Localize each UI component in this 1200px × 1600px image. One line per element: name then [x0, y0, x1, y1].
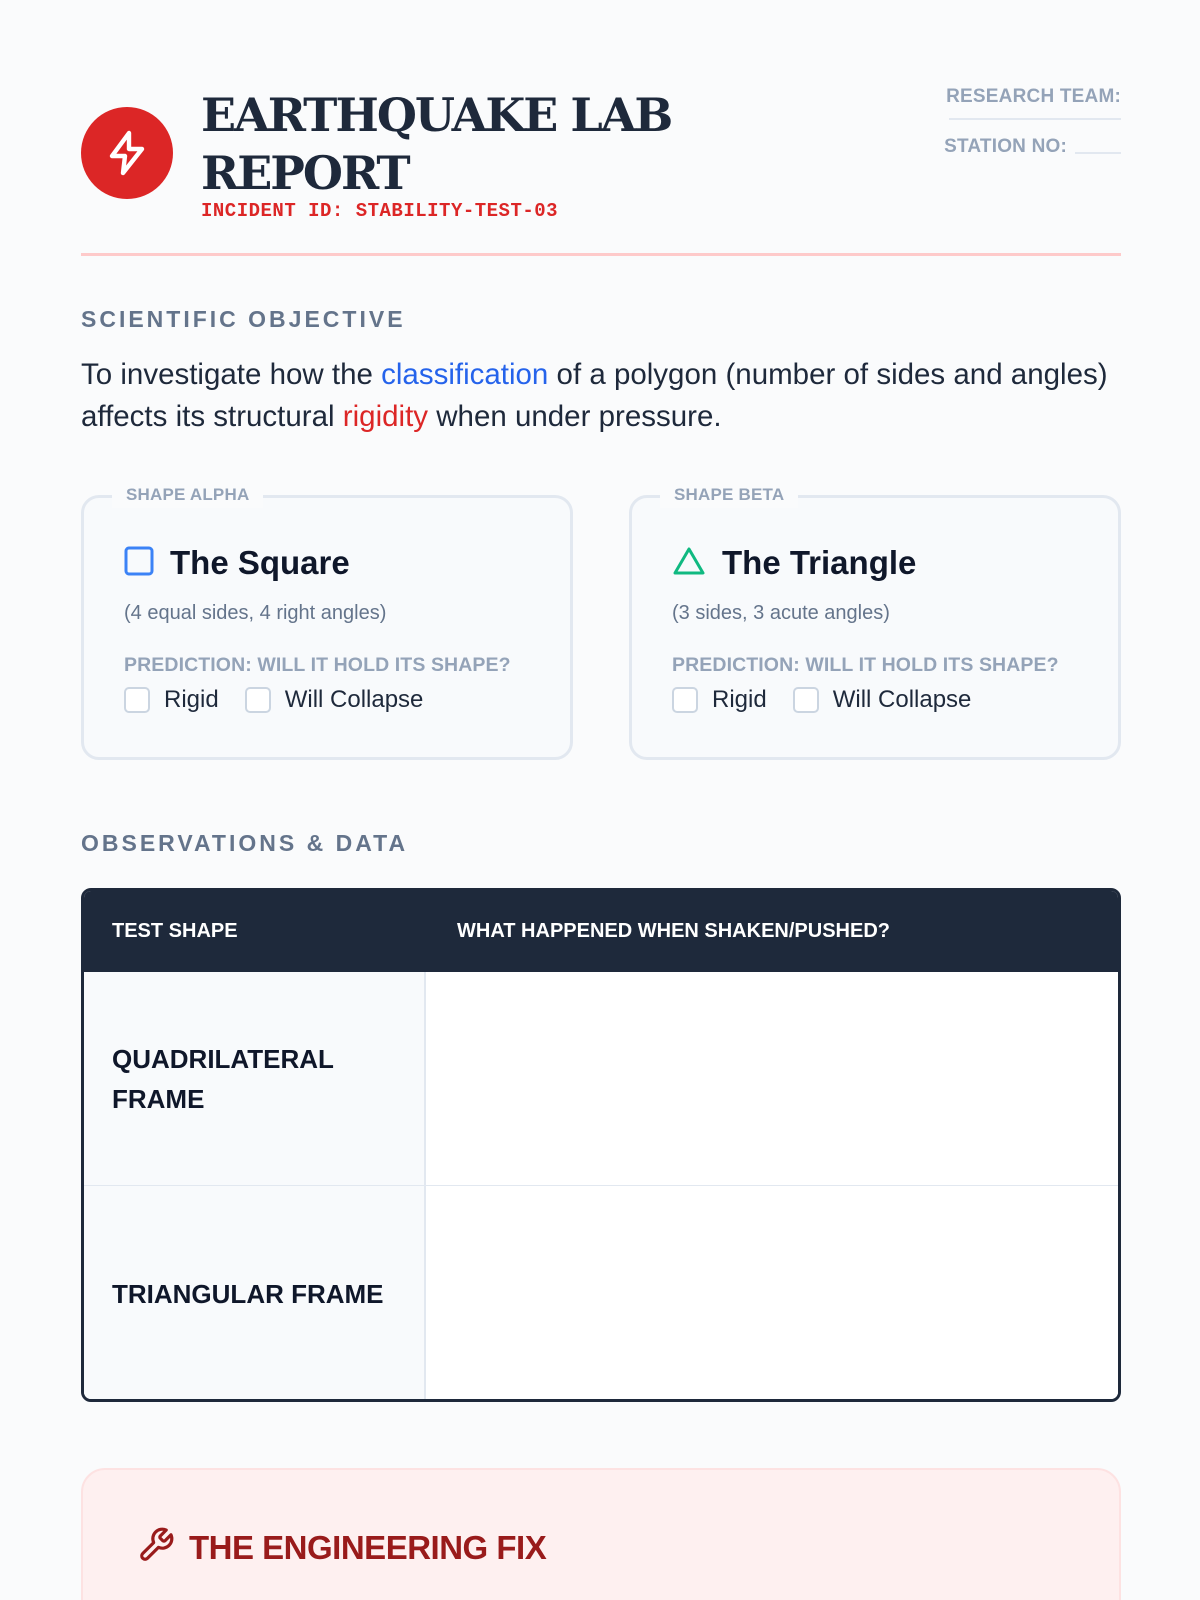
card-tag: SHAPE ALPHA [112, 482, 263, 508]
rigidity-highlight: rigidity [342, 400, 429, 433]
table-row [84, 1186, 1118, 1402]
objective-heading: SCIENTIFIC OBJECTIVE [81, 306, 406, 332]
card-title-row [672, 544, 916, 582]
header-divider [81, 253, 1121, 256]
prediction-label: PREDICTION: WILL IT HOLD ITS SHAPE? [124, 654, 511, 676]
prediction-options [672, 686, 997, 714]
prediction-label: PREDICTION: WILL IT HOLD ITS SHAPE? [672, 654, 1059, 676]
card-title-row [124, 544, 350, 582]
card-subtitle: (3 sides, 3 acute angles) [672, 602, 890, 624]
objective-text-part: when under pressure. [428, 400, 722, 433]
research-team-field[interactable] [949, 118, 1121, 120]
checkbox-label: Rigid [164, 686, 219, 713]
fix-title: THE ENGINEERING FIX [189, 1528, 547, 1566]
report-title: EARTHQUAKE LAB REPORT [201, 88, 672, 200]
rigid-checkbox[interactable] [672, 686, 767, 714]
square-icon [124, 546, 154, 581]
table-header [84, 891, 1118, 972]
row-label: QUADRILATERAL FRAME [84, 972, 426, 1185]
shape-card-beta [629, 485, 1121, 760]
objective-text [81, 354, 1121, 438]
observation-answer-field[interactable] [426, 1186, 1118, 1402]
team-info [944, 86, 1121, 158]
checkbox-box[interactable] [124, 687, 150, 713]
objective-text-part: To investigate how the [81, 358, 382, 391]
card-tag: SHAPE BETA [660, 482, 798, 508]
shape-card-alpha [81, 485, 573, 760]
checkbox-box[interactable] [793, 687, 819, 713]
wrench-icon [137, 1526, 175, 1569]
observation-answer-field[interactable] [426, 972, 1118, 1185]
checkbox-label: Rigid [712, 686, 767, 713]
column-header-what-happened: WHAT HAPPENED WHEN SHAKEN/PUSHED? [457, 920, 890, 942]
fix-title-row [137, 1526, 546, 1569]
checkbox-label: Will Collapse [284, 686, 424, 713]
station-label: STATION NO: [944, 136, 1067, 157]
classification-highlight: classification [381, 358, 549, 391]
triangle-icon [672, 546, 706, 581]
lightning-bolt-icon [81, 107, 173, 199]
card-title: The Square [170, 544, 350, 581]
objective-text-part: of a polygon (number of sides and angles) affects its structural [81, 358, 1108, 433]
engineering-fix-box [81, 1468, 1121, 1600]
station-row [944, 136, 1121, 158]
column-header-test-shape: TEST SHAPE [112, 920, 238, 942]
will-collapse-checkbox[interactable] [793, 686, 972, 714]
observations-table [81, 888, 1121, 1402]
checkbox-box[interactable] [245, 687, 271, 713]
row-label: TRIANGULAR FRAME [84, 1186, 426, 1402]
incident-id: INCIDENT ID: STABILITY-TEST-03 [201, 200, 559, 222]
observations-heading: OBSERVATIONS & DATA [81, 830, 409, 856]
rigid-checkbox[interactable] [124, 686, 219, 714]
research-team-label: RESEARCH TEAM: [946, 86, 1121, 107]
card-subtitle: (4 equal sides, 4 right angles) [124, 602, 387, 624]
station-field[interactable] [1075, 152, 1121, 154]
table-row [84, 972, 1118, 1185]
card-title: The Triangle [722, 544, 917, 581]
prediction-options [124, 686, 449, 714]
checkbox-label: Will Collapse [832, 686, 972, 713]
checkbox-box[interactable] [672, 687, 698, 713]
will-collapse-checkbox[interactable] [245, 686, 424, 714]
report-header [81, 86, 1121, 256]
